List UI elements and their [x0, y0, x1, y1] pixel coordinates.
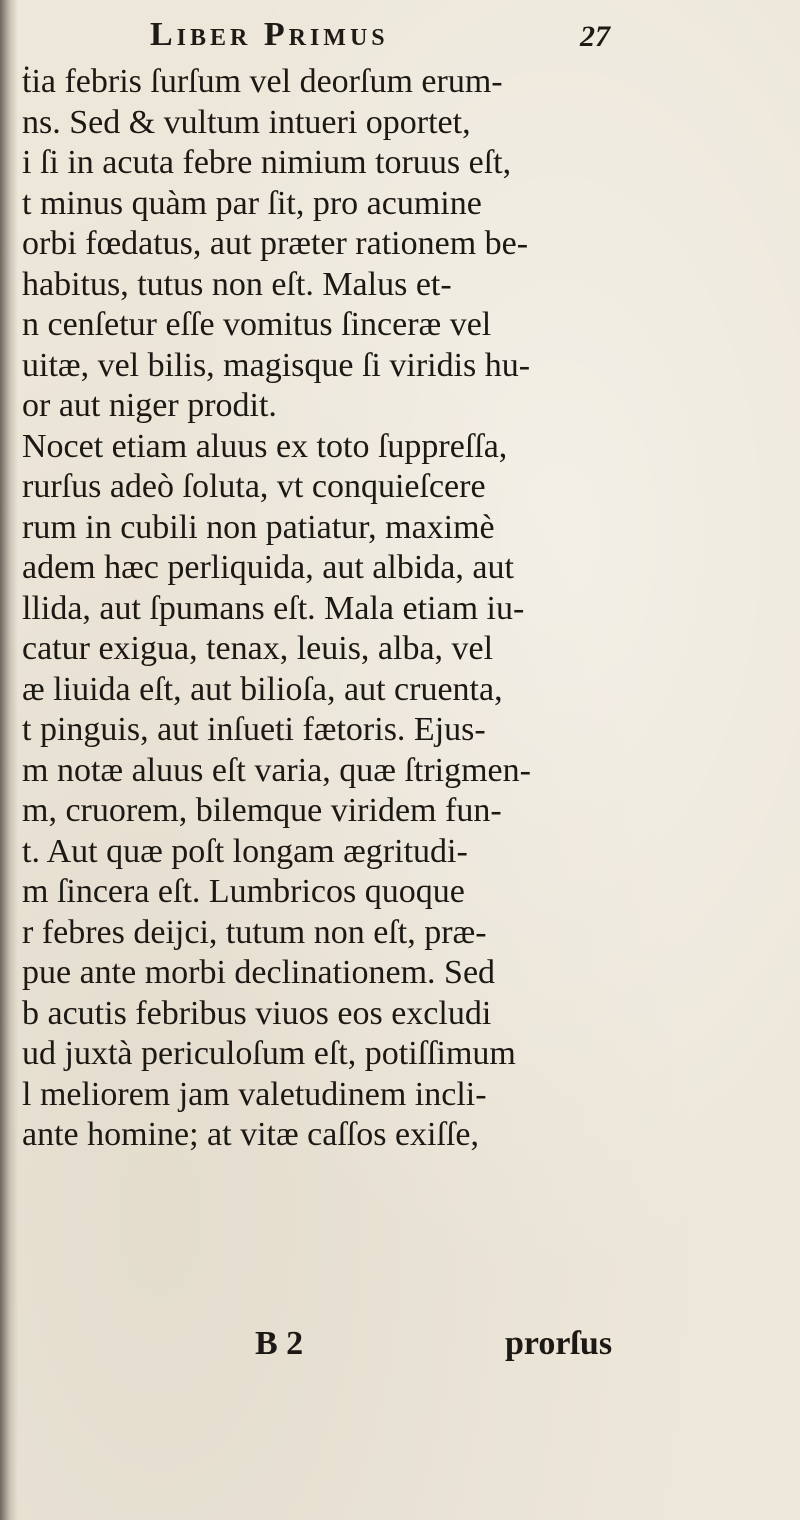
text-line: t. Aut quæ poſt longam ægritudi- — [22, 832, 468, 870]
text-line: n cenſetur eſſe vomitus ſinceræ vel — [22, 306, 492, 343]
catchword: prorſus — [505, 1325, 613, 1362]
text-line: t minus quàm par ſit, pro acumine — [22, 184, 482, 222]
text-line: rum in cubili non patiatur, maximè — [22, 508, 495, 546]
text-line: or aut niger prodit. — [22, 387, 277, 424]
text-line: llida, aut ſpumans eſt. Mala etiam iu- — [22, 589, 525, 627]
text-line: catur exigua, tenax, leuis, alba, vel — [22, 630, 494, 667]
text-line: ṫia febris ſurſum vel deorſum erum- — [22, 63, 503, 100]
catchline — [0, 1325, 800, 1369]
text-line: m notæ aluus eſt varia, quæ ſtrigmen- — [22, 751, 531, 789]
text-line: rurſus adeò ſoluta, vt conquieſcere — [22, 468, 486, 505]
body-text — [22, 62, 792, 1156]
text-line: b acutis febribus viuos eos excludi — [22, 994, 492, 1032]
text-line: m, cruorem, bilemque viridem fun- — [22, 792, 502, 829]
binding-gutter — [0, 0, 18, 1520]
page-number: 27 — [580, 20, 610, 53]
text-line: pue ante morbi declinationem. Sed — [22, 954, 496, 991]
text-line: r febres deijci, tutum non eſt, præ- — [22, 913, 487, 951]
text-line: æ liuida eſt, aut bilioſa, aut cruenta, — [22, 670, 503, 708]
text-line: Nocet etiam aluus ex toto ſuppreſſa, — [22, 427, 508, 465]
text-line: ante homine; at vitæ caſſos exiſſe, — [22, 1116, 479, 1153]
running-head — [150, 14, 650, 64]
text-line: uitæ, vel bilis, magisque ſi viridis hu- — [22, 346, 531, 384]
text-line: ud juxtà periculoſum eſt, potiſſimum — [22, 1035, 516, 1072]
text-line: habitus, tutus non eſt. Malus et- — [22, 265, 452, 303]
text-line: i ſi in acuta febre nimium toruus eſt, — [22, 144, 512, 181]
signature-mark: B 2 — [255, 1325, 304, 1362]
text-line: l meliorem jam valetudinem incli- — [22, 1075, 487, 1113]
text-line: t pinguis, aut inſueti fætoris. Ejus- — [22, 711, 486, 748]
running-title: Liber Primus — [150, 16, 389, 53]
text-line: m ſincera eſt. Lumbricos quoque — [22, 873, 465, 910]
text-line: ns. Sed & vultum intueri oportet, — [22, 103, 471, 141]
text-line: orbi fœdatus, aut præter rationem be- — [22, 225, 529, 262]
text-line: adem hæc perliquida, aut albida, aut — [22, 549, 514, 586]
